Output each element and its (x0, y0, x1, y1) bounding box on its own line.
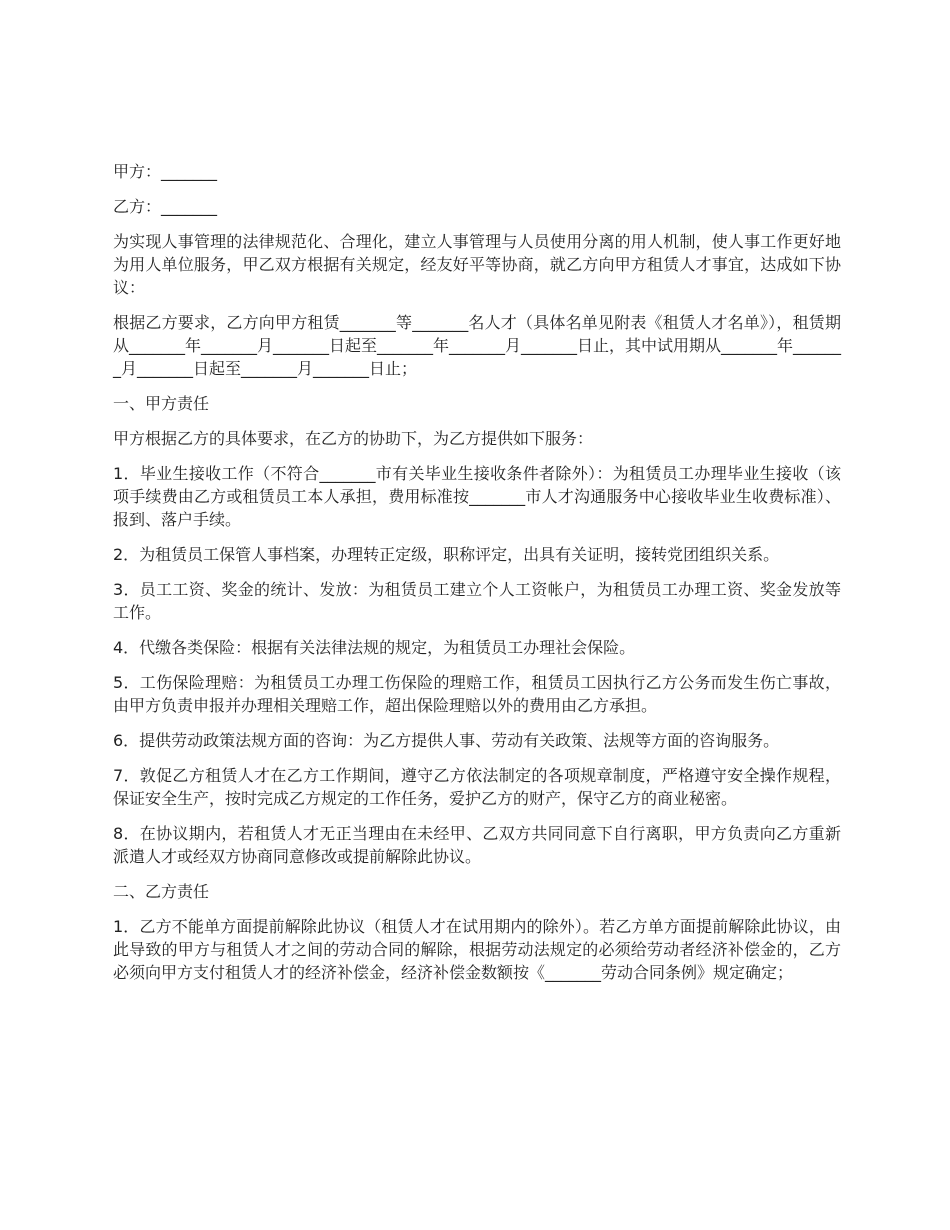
contract-body (113, 160, 841, 996)
section-a-item-5: 5．工伤保险理赔：为租赁员工办理工伤保险的理赔工作，租赁员工因执行乙方公务而发生伤亡事故，由甲方负责申报并办理相关理赔工作，超出保险理赔以外的费用由乙方承担。 (113, 673, 841, 715)
section-a-item-7: 7．敦促乙方租赁人才在乙方工作期间，遵守乙方依法制定的各项规章制度，严格遵守安全操作规程，保证安全生产，按时完成乙方规定的工作任务，爱护乙方的财产，保守乙方的商业秘密。 (113, 766, 841, 808)
section-b-heading: 二、乙方责任 (113, 882, 210, 901)
party-a-line: 甲方：_______ (113, 162, 218, 181)
section-a-heading: 一、甲方责任 (113, 394, 210, 413)
section-a-item-1: 1．毕业生接收工作（不符合_______市有关毕业生接收条件者除外）：为租赁员工办理毕业生接收（该项手续费由乙方或租赁员工本人承担，费用标准按_______市人才沟通服务中心接收毕业生收费标准）、报到、落户手续。 (113, 464, 841, 529)
party-b-line: 乙方：_______ (113, 197, 218, 216)
section-a-item-6: 6．提供劳动政策法规方面的咨询：为乙方提供人事、劳动有关政策、法规等方面的咨询服务。 (113, 731, 780, 750)
section-a-item-8: 8．在协议期内，若租赁人才无正当理由在未经甲、乙双方共同同意下自行离职，甲方负责向乙方重新派遣人才或经双方协商同意修改或提前解除此协议。 (113, 824, 841, 866)
lease-terms-paragraph: 根据乙方要求，乙方向甲方租赁_______等_______名人才（具体名单见附表《租赁人才名单》），租赁期从_______年_______月_______日起至_______年_______月_______日止，其中试用期从_______年_______月_______日起至_______月_______日止； (113, 313, 842, 378)
section-a-lead: 甲方根据乙方的具体要求，在乙方的协助下，为乙方提供如下服务： (113, 429, 594, 448)
section-b-item-1: 1．乙方不能单方面提前解除此协议（租赁人才在试用期内的除外）。若乙方单方面提前解除此协议，由此导致的甲方与租赁人才之间的劳动合同的解除，根据劳动法规定的必须给劳动者经济补偿金的，乙方必须向甲方支付租赁人才的经济补偿金，经济补偿金数额按《_______劳动合同条例》规定确定； (113, 917, 841, 982)
section-a-item-3: 3．员工工资、奖金的统计、发放：为租赁员工建立个人工资帐户，为租赁员工办理工资、奖金发放等工作。 (113, 580, 841, 622)
section-a-item-2: 2．为租赁员工保管人事档案，办理转正定级，职称评定，出具有关证明，接转党团组织关系。 (113, 545, 780, 564)
section-a-item-4: 4．代缴各类保险：根据有关法律法规的规定，为租赁员工办理社会保险。 (113, 638, 636, 657)
intro-paragraph: 为实现人事管理的法律规范化、合理化，建立人事管理与人员使用分离的用人机制，使人事工作更好地为用人单位服务，甲乙双方根据有关规定，经友好平等协商，就乙方向甲方租赁人才事宜，达成如下协议： (113, 232, 841, 297)
